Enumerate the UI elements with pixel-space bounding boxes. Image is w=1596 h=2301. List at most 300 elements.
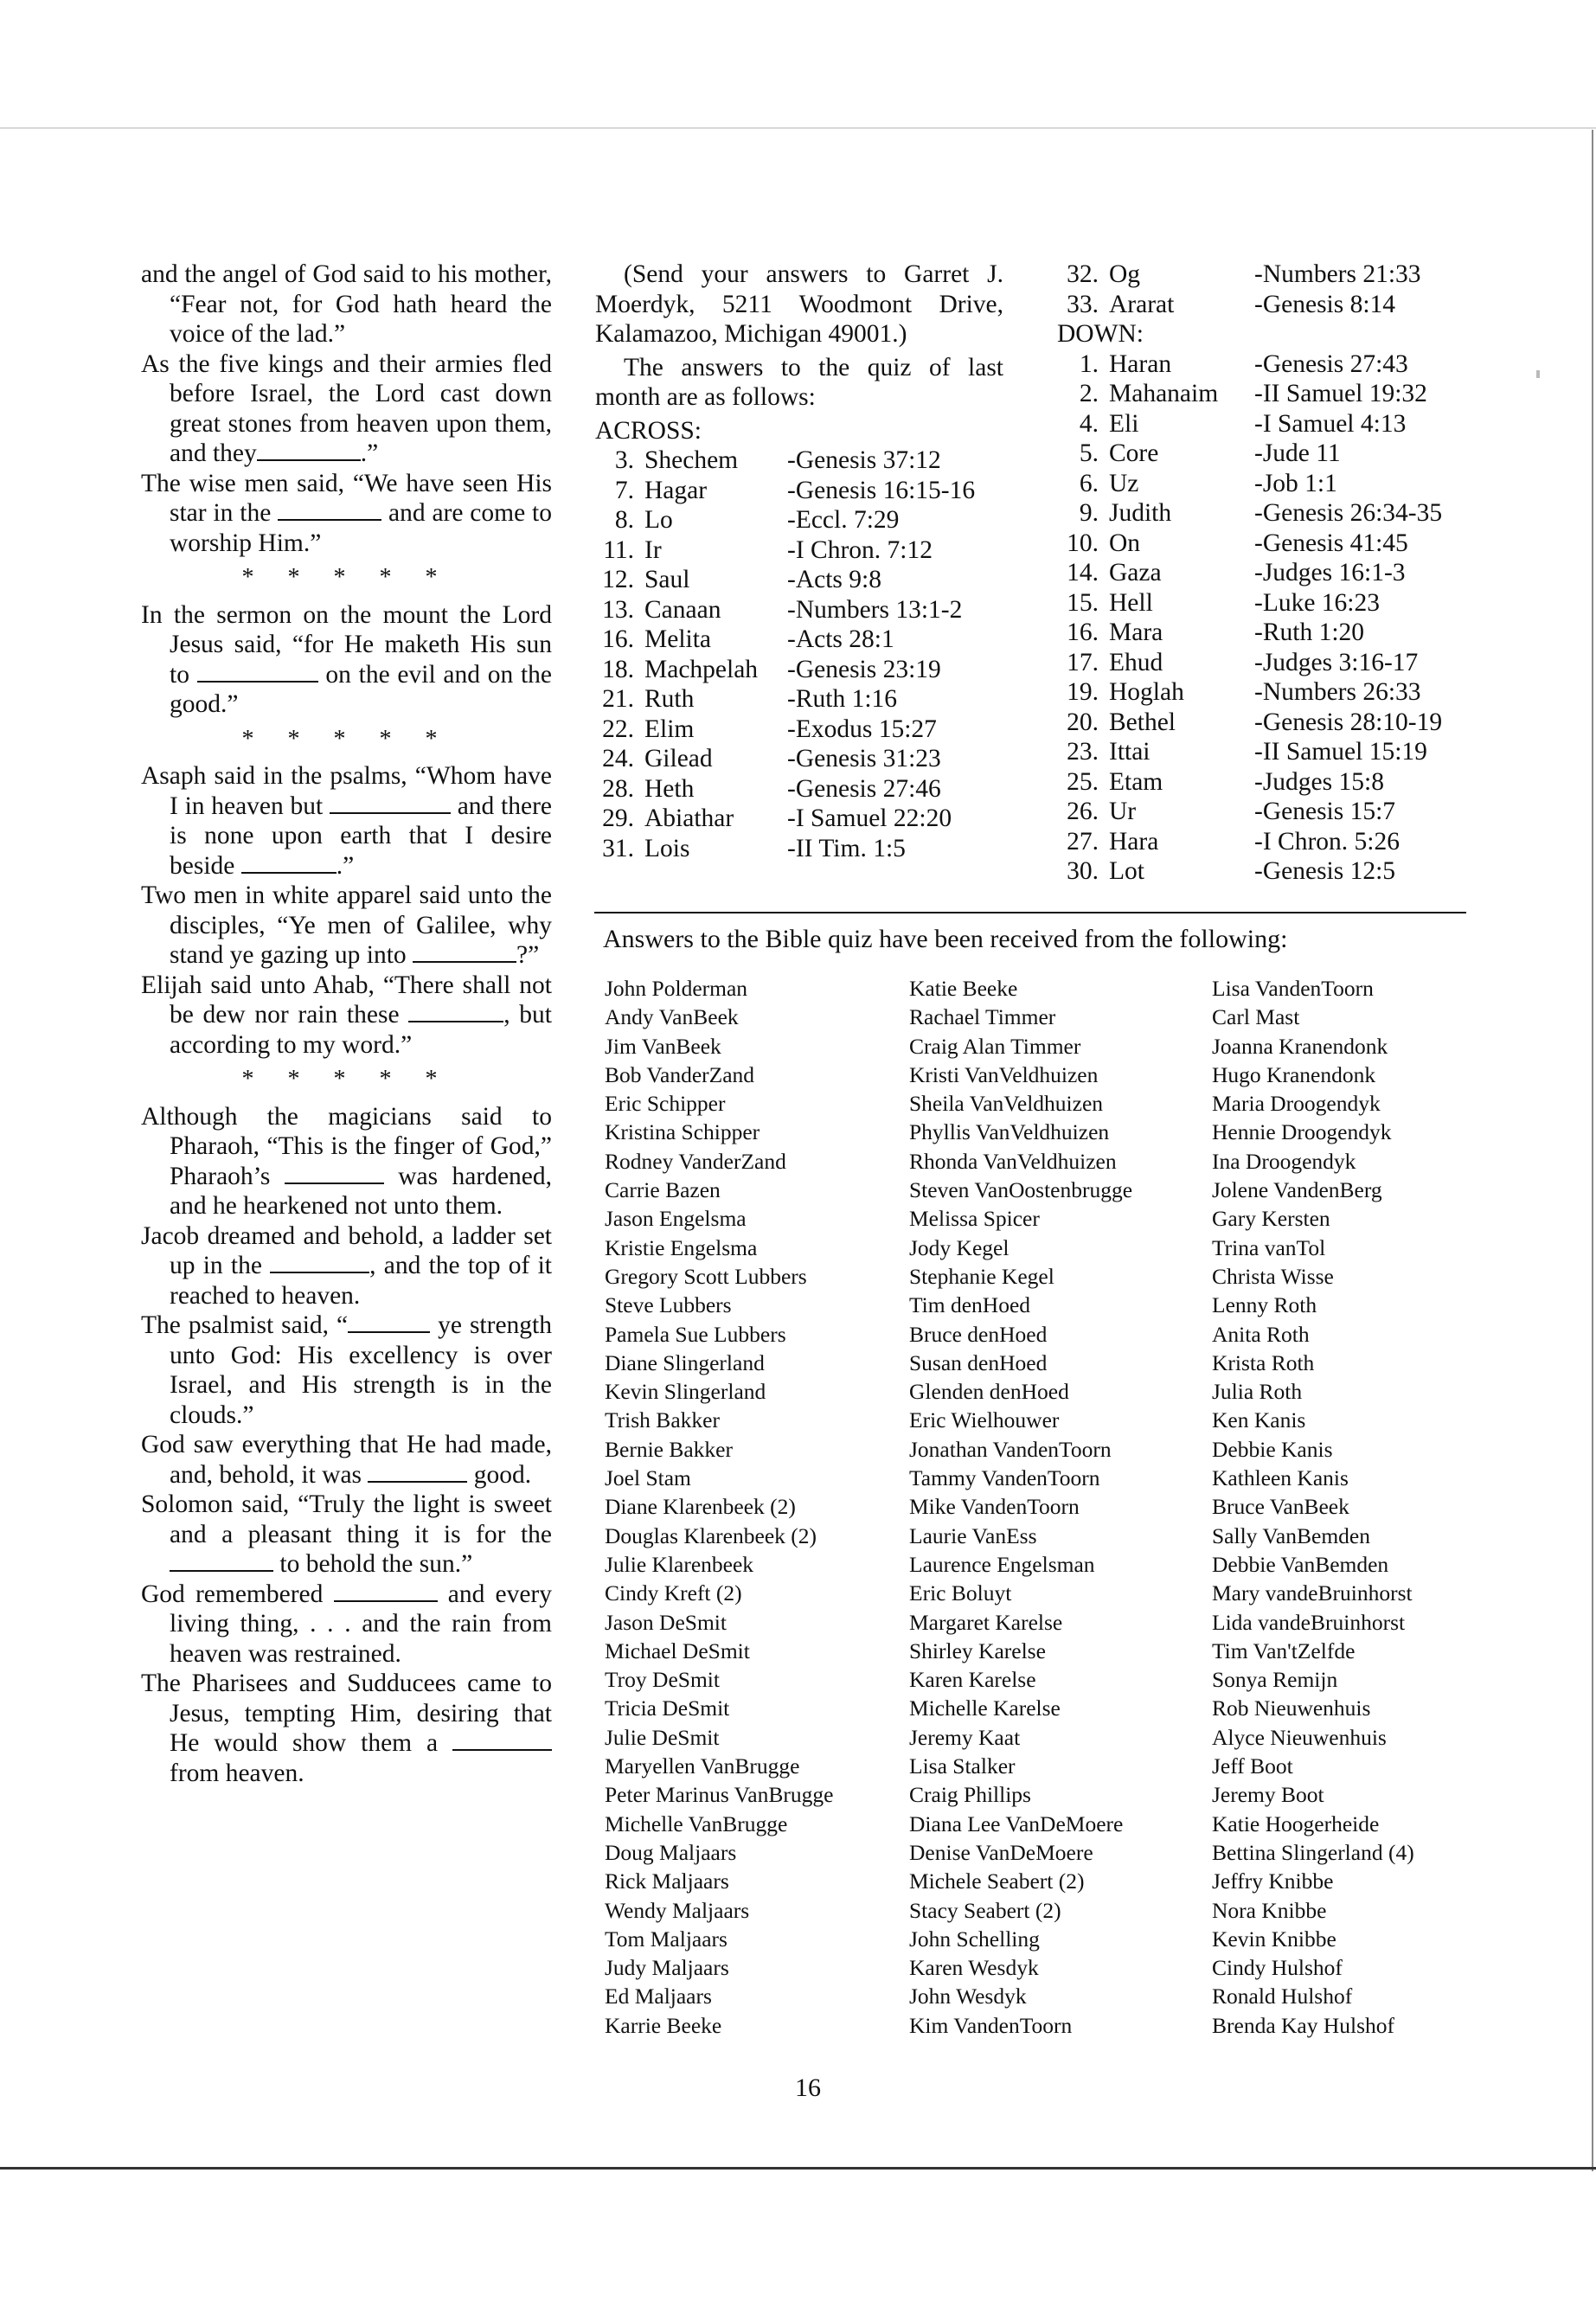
answer-reference: -Judges 15:8 (1254, 767, 1384, 796)
answer-number: 9. (1079, 499, 1099, 527)
respondent-name: Trish Bakker (605, 1407, 720, 1433)
answer-number: 16. (1067, 619, 1099, 646)
answer-number: 23. (1067, 738, 1099, 766)
answer-row (595, 774, 1003, 804)
question-text: God saw everything that He had made, and, behold, it was (141, 1431, 552, 1489)
respondent-name: Andy VanBeek (605, 1004, 739, 1030)
page-edge-top (0, 127, 1596, 129)
respondents-column (909, 974, 1212, 2040)
respondent-name: Debbie Kanis (1212, 1436, 1333, 1462)
answer-reference: -Genesis 27:46 (787, 774, 941, 803)
answer-blank (348, 1330, 430, 1333)
section-divider (594, 912, 1466, 913)
respondent-name: Douglas Klarenbeek (2) (605, 1522, 817, 1548)
answer-row (1057, 439, 1490, 469)
answers-column-middle (595, 260, 1003, 863)
answer-reference: -II Samuel 15:19 (1254, 738, 1427, 766)
respondent-name: Pamela Sue Lubbers (605, 1321, 786, 1347)
answer-reference: -Genesis 28:10-19 (1254, 708, 1443, 736)
answer-word: Gaza (1109, 559, 1162, 586)
answer-word: On (1109, 529, 1141, 557)
respondent-name: Michele Seabert (2) (909, 1868, 1085, 1894)
answer-word: Lo (644, 506, 673, 534)
answer-word: Hara (1109, 827, 1159, 856)
answers-intro: The answers to the quiz of last month are as follows: (595, 353, 1003, 411)
respondent-name: Michelle VanBrugge (605, 1811, 788, 1836)
answer-number: 1. (1079, 349, 1099, 378)
respondent-name: Lida vandeBruinhorst (1212, 1609, 1406, 1635)
answer-reference: -I Chron. 7:12 (787, 535, 933, 564)
down-answers-list (1057, 349, 1490, 887)
quiz-question (141, 600, 552, 720)
answer-number: 28. (602, 774, 634, 803)
answer-blank (330, 811, 451, 814)
answer-reference: -II Tim. 1:5 (787, 834, 906, 862)
answer-reference: -Ruth 1:20 (1254, 619, 1365, 646)
answer-number: 2. (1079, 380, 1099, 407)
answer-word: Mahanaim (1109, 380, 1219, 407)
answer-number: 6. (1079, 469, 1099, 497)
quiz-questions-column (141, 260, 552, 1788)
answer-reference: -Genesis 41:45 (1254, 529, 1408, 557)
answer-reference: -Genesis 12:5 (1254, 857, 1396, 885)
answer-number: 17. (1067, 648, 1099, 676)
answer-reference: -Genesis 23:19 (787, 655, 941, 683)
answer-row (595, 625, 1003, 655)
respondent-name: Bob VanderZand (605, 1061, 755, 1087)
respondent-name: Tim Van'tZelfde (1212, 1638, 1356, 1663)
respondent-name: Kathleen Kanis (1212, 1465, 1349, 1491)
respondent-name: Jeff Boot (1212, 1753, 1293, 1779)
answer-blank (408, 1020, 503, 1022)
respondent-name: Tim denHoed (909, 1292, 1031, 1318)
answer-word: Eli (1109, 409, 1139, 438)
answer-row (595, 834, 1003, 864)
quiz-question (141, 469, 552, 559)
question-text: ?” (516, 941, 540, 969)
respondents-column (605, 974, 909, 2040)
answer-row (1057, 737, 1490, 767)
respondent-name: Susan denHoed (909, 1349, 1048, 1375)
answer-row (1057, 529, 1490, 559)
answer-row (1057, 767, 1490, 798)
respondent-name: Kristie Engelsma (605, 1234, 758, 1260)
respondent-name: Stephanie Kegel (909, 1263, 1054, 1289)
respondent-name: Sheila VanVeldhuizen (909, 1091, 1104, 1117)
answer-word: Haran (1109, 349, 1172, 378)
answer-word: Hell (1109, 588, 1153, 617)
respondent-name: Tammy VandenToorn (909, 1465, 1100, 1491)
quiz-question (141, 1311, 552, 1430)
respondent-name: Peter Marinus VanBrugge (605, 1782, 834, 1808)
question-text: In the sermon on the mount the Lord Jesus said, “for He maketh His sun to (141, 600, 552, 689)
section-separator: * * * * * (241, 725, 452, 753)
respondent-name: Sonya Remijn (1212, 1667, 1338, 1693)
question-text: on the evil and on the good.” (170, 660, 552, 718)
question-text: The Pharisees and Sudducees came to Jesus, tempting Him, desiring that He would show them a (141, 1670, 552, 1757)
answer-number: 20. (1067, 708, 1099, 736)
question-text: was hardened, and he hearkened not unto them. (170, 1162, 553, 1220)
answer-number: 10. (1067, 529, 1099, 557)
answer-blank (368, 1480, 467, 1483)
respondent-name: Cindy Kreft (2) (605, 1580, 742, 1606)
answer-row (1057, 558, 1490, 588)
answer-word: Og (1109, 260, 1141, 288)
across-answers-continued (1057, 260, 1490, 319)
respondent-name: Craig Phillips (909, 1782, 1031, 1808)
across-answers-list (595, 445, 1003, 863)
quiz-question (141, 971, 552, 1061)
answer-word: Ittai (1109, 738, 1151, 766)
answer-row (1057, 856, 1490, 887)
answer-word: Ehud (1109, 648, 1163, 676)
answer-word: Abiathar (644, 804, 734, 832)
answer-reference: -Judges 16:1-3 (1254, 559, 1406, 586)
answer-row (1057, 708, 1490, 738)
answer-word: Heth (644, 774, 695, 803)
page-edge-right (1592, 130, 1593, 2171)
question-text: Two men in white apparel said unto the disciples, “Ye men of Galilee, why stand ye gazing up into (141, 881, 552, 969)
respondent-name: Kevin Slingerland (605, 1379, 766, 1405)
answer-number: 25. (1067, 767, 1099, 796)
respondent-name: Ed Maljaars (605, 1984, 712, 2009)
respondent-name: Rodney VanderZand (605, 1148, 786, 1174)
answer-reference: -Exodus 15:27 (787, 715, 937, 743)
respondents-list (605, 974, 1478, 2040)
answer-word: Shechem (644, 446, 739, 474)
answer-number: 22. (602, 715, 634, 743)
respondent-name: Jeremy Boot (1212, 1782, 1324, 1808)
respondent-name: Karen Wesdyk (909, 1955, 1039, 1981)
answer-blank (197, 680, 318, 683)
question-text: , but according to my word.” (170, 1001, 552, 1059)
answer-word: Lot (1109, 857, 1144, 885)
answer-word: Saul (644, 566, 690, 593)
answer-row (595, 655, 1003, 685)
answer-number: 27. (1067, 827, 1099, 856)
respondent-name: Jonathan VandenToorn (909, 1436, 1112, 1462)
respondent-name: Shirley Karelse (909, 1638, 1046, 1663)
answer-reference: -Numbers 21:33 (1254, 260, 1421, 288)
answer-word: Uz (1109, 469, 1139, 497)
respondent-name: Jolene VandenBerg (1212, 1177, 1382, 1203)
answer-reference: -Genesis 31:23 (787, 745, 941, 772)
answer-number: 7. (614, 476, 634, 504)
scan-speck (1536, 370, 1540, 378)
respondent-name: Diane Slingerland (605, 1349, 765, 1375)
respondent-name: Jeremy Kaat (909, 1724, 1021, 1750)
respondent-name: Krista Roth (1212, 1349, 1315, 1375)
answer-number: 16. (602, 625, 634, 653)
answer-reference: -Acts 28:1 (787, 625, 894, 653)
respondent-name: Diana Lee VanDeMoere (909, 1811, 1124, 1836)
answer-reference: -Genesis 27:43 (1254, 349, 1408, 378)
question-text: God remembered (141, 1580, 334, 1608)
question-text: and are come to worship Him.” (170, 499, 552, 557)
answer-blank (278, 518, 381, 521)
answer-row (595, 535, 1003, 566)
respondent-name: Stacy Seabert (2) (909, 1897, 1061, 1923)
respondent-name: Laurie VanEss (909, 1522, 1037, 1548)
down-label: DOWN: (1057, 320, 1144, 348)
answer-reference: -Jude 11 (1254, 439, 1341, 467)
across-label: ACROSS: (595, 416, 702, 445)
respondent-name: Gregory Scott Lubbers (605, 1263, 807, 1289)
answer-number: 5. (1079, 439, 1099, 467)
respondent-name: Bruce VanBeek (1212, 1494, 1349, 1520)
respondent-name: Julie DeSmit (605, 1724, 720, 1750)
question-text: from heaven. (170, 1759, 304, 1787)
answer-word: Bethel (1109, 708, 1176, 736)
answer-reference: -Job 1:1 (1254, 469, 1337, 497)
respondent-name: Katie Hoogerheide (1212, 1811, 1380, 1836)
answers-column-right (1057, 260, 1490, 887)
answer-blank (285, 1182, 384, 1184)
answer-row (1057, 588, 1490, 619)
answer-word: Ir (644, 535, 662, 564)
answer-word: Melita (644, 625, 712, 653)
answer-row (595, 715, 1003, 745)
question-text: , and the top of it reached to heaven. (170, 1252, 552, 1310)
respondent-name: Kristi VanVeldhuizen (909, 1061, 1099, 1087)
respondent-name: Kristina Schipper (605, 1119, 760, 1145)
send-answers-note: (Send your answers to Garret J. Moerdyk, 5211 Woodmont Drive, Kalamazoo, Michigan 49001.) (595, 260, 1003, 348)
respondent-name: Kim VandenToorn (909, 2012, 1073, 2038)
answer-word: Etam (1109, 767, 1163, 796)
answer-word: Ruth (644, 685, 695, 713)
respondent-name: Craig Alan Timmer (909, 1033, 1081, 1059)
respondent-name: Steve Lubbers (605, 1292, 732, 1318)
respondent-name: Trina vanTol (1212, 1234, 1326, 1260)
respondent-name: Carrie Bazen (605, 1177, 721, 1203)
answer-number: 29. (602, 804, 634, 832)
answer-number: 21. (602, 685, 634, 713)
respondent-name: Bernie Bakker (605, 1436, 733, 1462)
answer-number: 19. (1067, 678, 1099, 706)
answer-blank (452, 1748, 552, 1751)
respondent-name: Maria Droogendyk (1212, 1091, 1381, 1117)
answer-row (595, 684, 1003, 715)
question-text: to behold the sun.” (273, 1550, 473, 1578)
answer-number: 33. (1067, 290, 1099, 318)
respondent-name: Eric Wielhouwer (909, 1407, 1060, 1433)
answer-reference: -Luke 16:23 (1254, 588, 1381, 617)
answer-number: 13. (602, 595, 634, 624)
answer-number: 4. (1079, 409, 1099, 438)
answer-number: 3. (614, 446, 634, 474)
respondent-name: Mike VandenToorn (909, 1494, 1080, 1520)
question-text: As the five kings and their armies fled before Israel, the Lord cast down great stones from heaven upon them, and they (141, 349, 552, 467)
answer-reference: -Numbers 26:33 (1254, 678, 1421, 706)
question-text: and there is none upon earth that I desire beside (170, 792, 552, 880)
respondent-name: Carl Mast (1212, 1004, 1300, 1030)
answer-reference: -Genesis 26:34-35 (1254, 499, 1443, 527)
quiz-question (141, 1102, 552, 1221)
respondent-name: Gary Kersten (1212, 1206, 1330, 1232)
answer-row (1057, 648, 1490, 678)
answer-row (1057, 469, 1490, 499)
respondent-name: Sally VanBemden (1212, 1522, 1370, 1548)
answer-row (1057, 618, 1490, 648)
respondent-name: Julia Roth (1212, 1379, 1303, 1405)
answer-row (595, 804, 1003, 834)
respondent-name: Doug Maljaars (605, 1839, 737, 1865)
answer-row (1057, 498, 1490, 529)
answer-reference: -Genesis 15:7 (1254, 798, 1396, 825)
answer-reference: -Eccl. 7:29 (787, 506, 900, 534)
respondent-name: Tom Maljaars (605, 1926, 727, 1952)
answer-blank (257, 458, 361, 461)
answer-word: Ur (1109, 798, 1137, 825)
respondent-name: Bruce denHoed (909, 1321, 1048, 1347)
respondent-name: Rob Nieuwenhuis (1212, 1695, 1371, 1721)
respondent-name: Ina Droogendyk (1212, 1148, 1356, 1174)
respondent-name: Rachael Timmer (909, 1004, 1056, 1030)
respondent-name: Karen Karelse (909, 1667, 1036, 1693)
respondent-name: Eric Schipper (605, 1091, 726, 1117)
quiz-question (141, 349, 552, 469)
respondent-name: Denise VanDeMoere (909, 1839, 1093, 1865)
respondent-name: Michelle Karelse (909, 1695, 1061, 1721)
respondent-name: Tricia DeSmit (605, 1695, 730, 1721)
quiz-question (141, 1580, 552, 1670)
answer-reference: -Genesis 8:14 (1254, 290, 1396, 318)
answer-row (1057, 290, 1490, 320)
respondent-name: Diane Klarenbeek (2) (605, 1494, 796, 1520)
question-text: .” (360, 439, 379, 467)
respondent-name: Wendy Maljaars (605, 1897, 750, 1923)
respondents-heading: Answers to the Bible quiz have been received from the following: (603, 925, 1288, 953)
answer-word: Canaan (644, 595, 721, 624)
answer-reference: -Genesis 37:12 (787, 446, 941, 474)
respondent-name: Ken Kanis (1212, 1407, 1306, 1433)
respondent-name: Laurence Engelsman (909, 1551, 1095, 1577)
answer-reference: -II Samuel 19:32 (1254, 380, 1427, 407)
question-text: Elijah said unto Ahab, “There shall not be dew nor rain these (141, 971, 552, 1029)
question-text: The wise men said, “We have seen His star in the (141, 469, 552, 527)
respondent-name: Christa Wisse (1212, 1263, 1334, 1289)
respondent-name: Jody Kegel (909, 1234, 1010, 1260)
respondent-name: Melissa Spicer (909, 1206, 1040, 1232)
respondent-name: Judy Maljaars (605, 1955, 729, 1981)
question-text: Solomon said, “Truly the light is sweet and a pleasant thing it is for the (141, 1490, 552, 1548)
respondent-name: John Wesdyk (909, 1984, 1027, 2009)
respondent-name: Jason Engelsma (605, 1206, 747, 1232)
respondent-name: Lenny Roth (1212, 1292, 1317, 1318)
answer-row (595, 445, 1003, 476)
answer-number: 15. (1067, 588, 1099, 617)
answer-blank (170, 1569, 273, 1572)
answer-number: 24. (602, 745, 634, 772)
respondent-name: Eric Boluyt (909, 1580, 1012, 1606)
answer-row (595, 744, 1003, 774)
respondent-name: Rhonda VanVeldhuizen (909, 1148, 1117, 1174)
quiz-question (141, 1221, 552, 1311)
answer-row (595, 595, 1003, 625)
answer-row (1057, 827, 1490, 857)
respondent-name: Joel Stam (605, 1465, 691, 1491)
question-text: and the angel of God said to his mother, “Fear not, for God hath heard the voice of the lad.” (141, 260, 552, 348)
respondent-name: Ronald Hulshof (1212, 1984, 1353, 2009)
quiz-question (141, 1669, 552, 1788)
answer-word: Ararat (1109, 290, 1175, 318)
quiz-question (141, 1430, 552, 1490)
respondent-name: Anita Roth (1212, 1321, 1310, 1347)
quiz-question (141, 260, 552, 349)
respondent-name: John Schelling (909, 1926, 1040, 1952)
respondent-name: Phyllis VanVeldhuizen (909, 1119, 1110, 1145)
answer-number: 8. (614, 506, 634, 534)
answer-number: 12. (602, 566, 634, 593)
answer-word: Hagar (644, 476, 708, 504)
answer-blank (413, 960, 516, 963)
answer-row (595, 565, 1003, 595)
respondent-name: Katie Beeke (909, 976, 1018, 1001)
answer-reference: -Judges 3:16-17 (1254, 648, 1419, 676)
quiz-question (141, 1490, 552, 1580)
page-edge-bottom (0, 2167, 1596, 2170)
answer-reference: -I Chron. 5:26 (1254, 827, 1400, 856)
answer-reference: -I Samuel 4:13 (1254, 409, 1407, 438)
respondent-name: Nora Knibbe (1212, 1897, 1327, 1923)
respondent-name: Kevin Knibbe (1212, 1926, 1336, 1952)
answer-row (1057, 797, 1490, 827)
answer-blank (270, 1271, 369, 1273)
respondent-name: Cindy Hulshof (1212, 1955, 1343, 1981)
answer-number: 11. (603, 535, 634, 564)
respondent-name: Glenden denHoed (909, 1379, 1069, 1405)
answer-word: Elim (644, 715, 695, 743)
question-text: Although the magicians said to Pharaoh, “This is the finger of God,” Pharaoh’s (141, 1102, 552, 1190)
answer-row (595, 505, 1003, 535)
question-text: and every living thing, . . . and the rain from heaven was restrained. (170, 1580, 553, 1668)
answer-blank (334, 1599, 438, 1602)
answer-reference: -Ruth 1:16 (787, 685, 898, 713)
answer-row (595, 476, 1003, 506)
question-text: Asaph said in the psalms, “Whom have I in heaven but (141, 762, 552, 820)
answer-reference: -Numbers 13:1-2 (787, 595, 963, 624)
answer-reference: -Acts 9:8 (787, 566, 881, 593)
question-text: The psalmist said, “ (141, 1311, 349, 1339)
answer-row (1057, 349, 1490, 380)
respondent-name: Julie Klarenbeek (605, 1551, 754, 1577)
answer-word: Gilead (644, 745, 713, 772)
respondent-name: Jim VanBeek (605, 1033, 721, 1059)
answer-row (1057, 260, 1490, 290)
answer-blank (241, 871, 337, 874)
respondent-name: Jason DeSmit (605, 1609, 727, 1635)
question-text: Jacob dreamed and behold, a ladder set up in the (141, 1221, 552, 1279)
respondent-name: Jeffry Knibbe (1212, 1868, 1334, 1894)
respondent-name: Maryellen VanBrugge (605, 1753, 800, 1779)
answer-word: Mara (1109, 619, 1163, 646)
respondent-name: Alyce Nieuwenhuis (1212, 1724, 1387, 1750)
answer-number: 31. (602, 834, 634, 862)
answer-row (1057, 409, 1490, 439)
answer-row (1057, 379, 1490, 409)
respondent-name: Steven VanOostenbrugge (909, 1177, 1133, 1203)
quiz-question (141, 881, 552, 971)
answer-number: 14. (1067, 559, 1099, 586)
respondent-name: Karrie Beeke (605, 2012, 722, 2038)
section-separator: * * * * * (241, 1066, 452, 1093)
answer-reference: -I Samuel 22:20 (787, 804, 952, 832)
respondent-name: Hugo Kranendonk (1212, 1061, 1376, 1087)
respondent-name: Rick Maljaars (605, 1868, 729, 1894)
respondent-name: Bettina Slingerland (4) (1212, 1839, 1414, 1865)
respondent-name: Debbie VanBemden (1212, 1551, 1389, 1577)
answer-word: Hoglah (1109, 678, 1184, 706)
